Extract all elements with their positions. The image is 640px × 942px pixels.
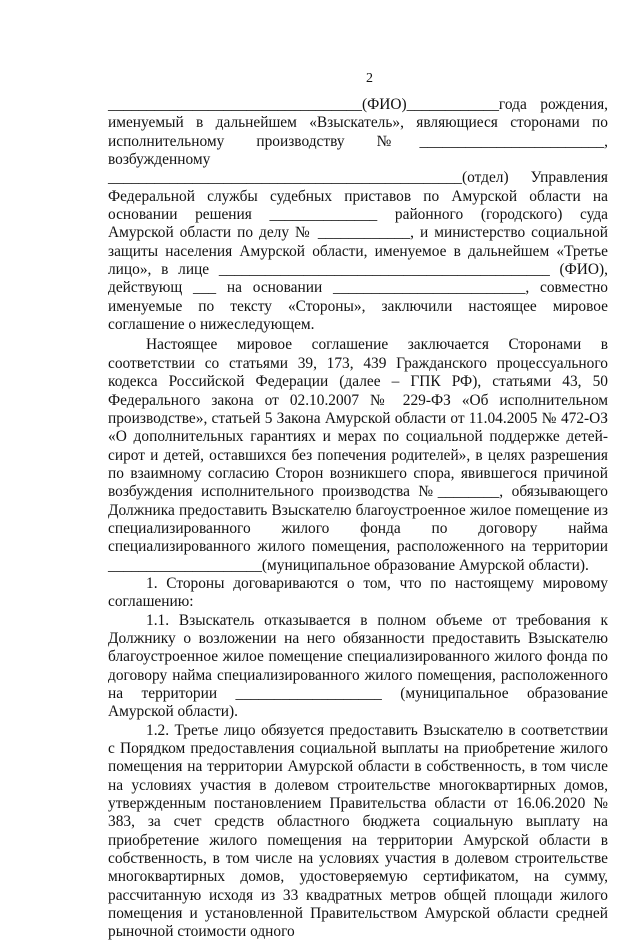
clause-1-1: 1.1. Взыскатель отказывается в полном объеме от требования к Должнику о возложении на него обязанности предоставить Взыскателю благоустроенное жилое помещение специализированного жилого фонда по договору найма специализированного жилого помещения, расположенного на территории ___________________ (муниципальное образование Амурской области). bbox=[108, 611, 608, 721]
parties-paragraph: _________________________________(ФИО)____________года рождения, именуемый в дальнейшем «Взыскатель», являющиеся сторонами по исполнительному производству №________________________, возбужденному ______________________________________________(отдел) Управления Федеральной службы судебных приставов по Амурской области на основании решения ______________ районного (городского) суда Амурской области по делу № ____________, и министерство социальной защиты населения Амурской области, именуемое в дальнейшем «Третье лицо», в лице ___________________________________________ (ФИО), действующ ___ на основании _________________________, совместно именуемые по тексту «Стороны», заключили настоящее мировое соглашение о нижеследующем. bbox=[108, 96, 608, 334]
clause-1-2: 1.2. Третье лицо обязуется предоставить Взыскателю в соответствии с Порядком предоставления социальной выплаты на приобретение жилого помещения на территории Амурской области в собственность, в том числе на условиях участия в долевом строительстве многоквартирных домов, утвержденным постановлением Правительства области от 16.06.2020 № 383, за счет средств областного бюджета социальную выплату на приобретение жилого помещения на территории Амурской области в собственность, в том числе на условиях участия в долевом строительстве многоквартирных домов, удостоверяемую сертификатом, на сумму, рассчитанную исходя из 33 квадратных метров общей площади жилого помещения и установленной Правительством Амурской области средней рыночной стоимости одного bbox=[108, 721, 608, 941]
legal-basis-paragraph: Настоящее мировое соглашение заключается Сторонами в соответствии со статьями 39, 173, 439 Гражданского процессуального кодекса Российской Федерации (далее – ГПК РФ), статьями 43, 50 Федерального закона от 02.10.2007 № 229-ФЗ «Об исполнительном производстве», статьей 5 Закона Амурской области от 11.04.2005 № 472-ОЗ «О дополнительных гарантиях и мерах по социальной поддержке детей-сирот и детей, оставшихся без попечения родителей», в целях разрешения по взаимному согласию Сторон возникшего спора, явившегося причиной возбуждения исполнительного производства №________, обязывающего Должника предоставить Взыскателю благоустроенное жилое помещение из специализированного жилого фонда по договору найма специализированного жилого помещения, расположенного на территории ____________________(муниципальное образование Амурской области). bbox=[108, 336, 608, 574]
page-number: 2 bbox=[366, 71, 373, 86]
document-body bbox=[108, 96, 608, 942]
clause-1: 1. Стороны договариваются о том, что по настоящему мировому соглашению: bbox=[108, 574, 608, 611]
